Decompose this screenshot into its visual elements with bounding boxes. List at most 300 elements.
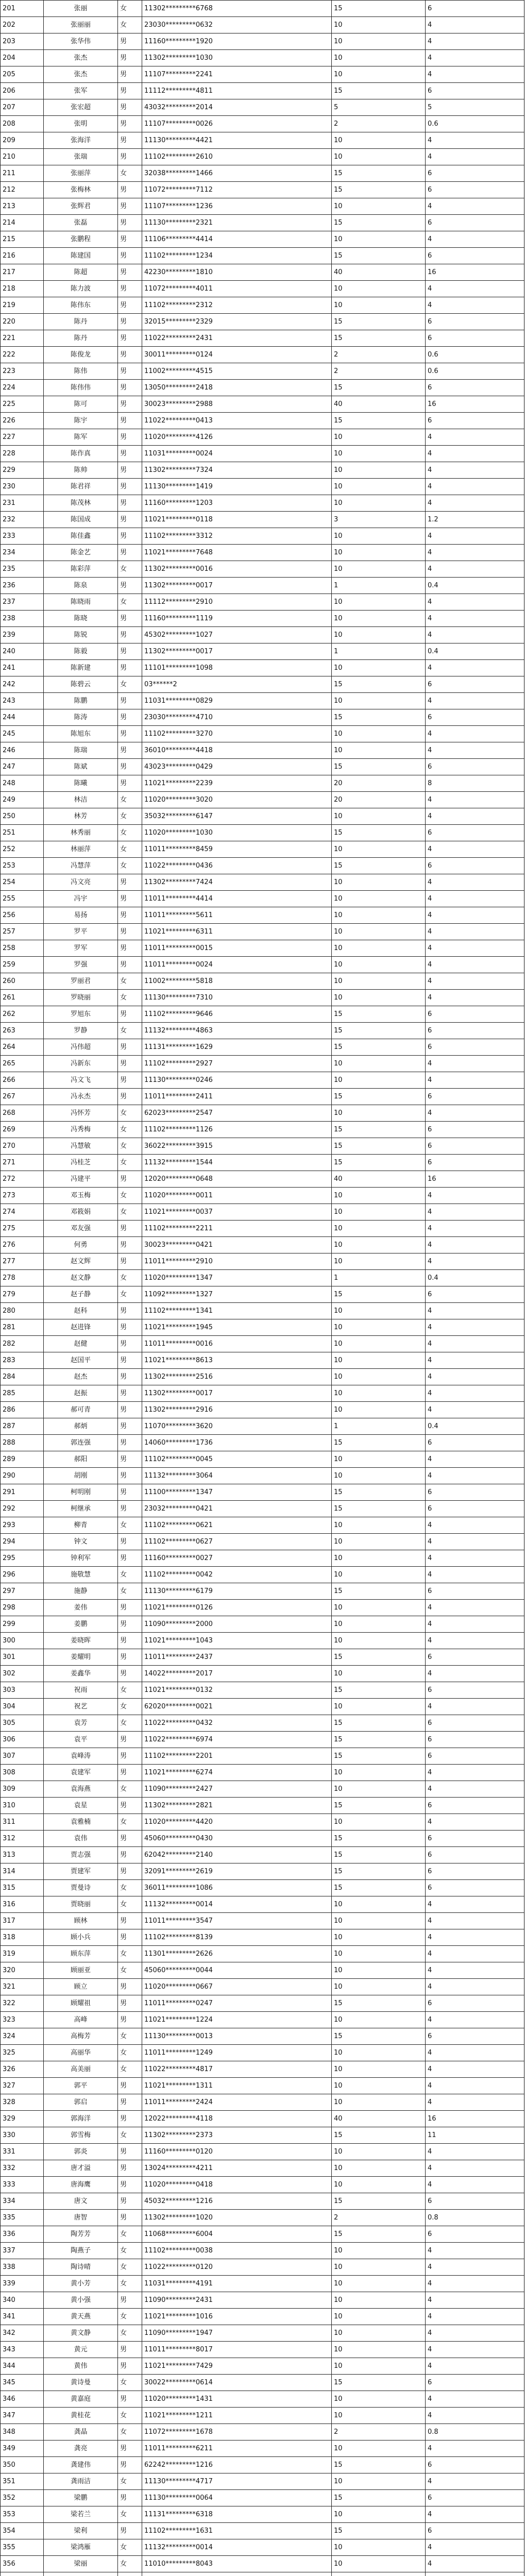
amount-a-cell: 10 <box>332 231 426 248</box>
row-number-cell: 271 <box>1 1155 44 1171</box>
sex-cell: 女 <box>118 2127 142 2144</box>
amount-a-cell: 10 <box>332 1929 426 1946</box>
amount-b-cell: 4 <box>426 2012 524 2028</box>
name-cell: 冯伟超 <box>44 1039 118 1056</box>
id-number-cell: 11011*********0016 <box>142 1336 332 1352</box>
amount-a-cell: 15 <box>332 1039 426 1056</box>
amount-b-cell: 4 <box>426 149 524 165</box>
name-cell: 钟文 <box>44 1534 118 1550</box>
sex-cell: 男 <box>118 2391 142 2408</box>
amount-b-cell: 4 <box>426 1814 524 1831</box>
table-row <box>1 1006 524 1023</box>
name-cell: 张杰 <box>44 50 118 66</box>
row-number-cell: 279 <box>1 1286 44 1303</box>
amount-a-cell: 15 <box>332 83 426 99</box>
id-number-cell: 11072*********4011 <box>142 281 332 297</box>
amount-a-cell: 10 <box>332 874 426 891</box>
id-number-cell: 11301*********2626 <box>142 1946 332 1962</box>
row-number-cell: 349 <box>1 2441 44 2457</box>
id-number-cell: 11002*********5818 <box>142 973 332 990</box>
id-number-cell: 12020*********0648 <box>142 1171 332 1188</box>
name-cell: 赵健 <box>44 1336 118 1352</box>
sex-cell: 男 <box>118 1929 142 1946</box>
amount-b-cell: 4 <box>426 1633 524 1649</box>
id-number-cell: 11102*********2610 <box>142 149 332 165</box>
amount-b-cell: 4 <box>426 2556 524 2572</box>
name-cell: 陶芳芳 <box>44 2226 118 2243</box>
amount-b-cell: 4 <box>426 2243 524 2259</box>
id-number-cell: 11011*********0247 <box>142 1995 332 2012</box>
row-number-cell: 284 <box>1 1369 44 1385</box>
amount-a-cell: 10 <box>332 808 426 825</box>
id-number-cell: 11160*********1203 <box>142 495 332 512</box>
sex-cell: 女 <box>118 165 142 182</box>
name-cell: 袁雅楠 <box>44 1814 118 1831</box>
table-row <box>1 545 524 561</box>
amount-a-cell: 10 <box>332 1402 426 1418</box>
amount-b-cell: 4 <box>426 2473 524 2490</box>
id-number-cell: 11107*********2241 <box>142 66 332 83</box>
table-row <box>1 1567 524 1583</box>
name-cell: 郭平 <box>44 2078 118 2094</box>
amount-b-cell: 0.4 <box>426 1418 524 1435</box>
amount-a-cell: 10 <box>332 2012 426 2028</box>
row-number-cell: 250 <box>1 808 44 825</box>
table-row <box>1 792 524 808</box>
table-row <box>1 1732 524 1748</box>
amount-b-cell: 6 <box>426 2193 524 2210</box>
name-cell: 顾林 <box>44 1913 118 1929</box>
amount-b-cell: 4 <box>426 627 524 643</box>
amount-a-cell: 10 <box>332 2292 426 2309</box>
amount-b-cell: 4 <box>426 50 524 66</box>
id-number-cell: 42230*********1810 <box>142 264 332 281</box>
amount-a-cell: 10 <box>332 1352 426 1369</box>
id-number-cell: 11021*********1016 <box>142 2309 332 2325</box>
table-row <box>1 363 524 380</box>
row-number-cell: 251 <box>1 825 44 841</box>
sex-cell: 男 <box>118 182 142 198</box>
amount-b-cell: 4 <box>426 1336 524 1352</box>
row-number-cell: 229 <box>1 462 44 479</box>
name-cell: 胡刚 <box>44 1468 118 1484</box>
name-cell: 张丽丽 <box>44 17 118 33</box>
row-number-cell: 262 <box>1 1006 44 1023</box>
sex-cell: 男 <box>118 693 142 709</box>
row-number-cell: 319 <box>1 1946 44 1962</box>
name-cell: 梁利 <box>44 2523 118 2539</box>
table-row <box>1 874 524 891</box>
sex-cell: 女 <box>118 1781 142 1798</box>
row-number-cell: 249 <box>1 792 44 808</box>
sex-cell: 男 <box>118 1995 142 2012</box>
table-row <box>1 1039 524 1056</box>
name-cell: 黄诗曼 <box>44 2375 118 2391</box>
amount-a-cell: 10 <box>332 1072 426 1089</box>
amount-a-cell: 10 <box>332 1962 426 1979</box>
row-number-cell: 231 <box>1 495 44 512</box>
name-cell: 邓筱娟 <box>44 1204 118 1221</box>
table-row <box>1 2572 524 2576</box>
amount-a-cell: 10 <box>332 1699 426 1715</box>
id-number-cell: 11021*********1945 <box>142 1319 332 1336</box>
id-number-cell: 11022*********0432 <box>142 1715 332 1732</box>
id-number-cell: 11011*********6211 <box>142 2441 332 2457</box>
name-cell: 郭连强 <box>44 1435 118 1451</box>
name-cell: 赵文辉 <box>44 1253 118 1270</box>
table-row <box>1 462 524 479</box>
amount-a-cell: 10 <box>332 149 426 165</box>
sex-cell: 男 <box>118 1831 142 1847</box>
name-cell: 柯明刚 <box>44 1484 118 1501</box>
row-number-cell: 285 <box>1 1385 44 1402</box>
table-row <box>1 561 524 578</box>
amount-b-cell: 4 <box>426 2259 524 2276</box>
id-number-cell: 11022*********4817 <box>142 2061 332 2078</box>
name-cell: 罗军 <box>44 940 118 957</box>
table-row <box>1 1501 524 1517</box>
amount-b-cell: 4 <box>426 2539 524 2556</box>
row-number-cell: 295 <box>1 1550 44 1567</box>
id-number-cell: 11102*********2927 <box>142 1056 332 1072</box>
row-number-cell: 278 <box>1 1270 44 1286</box>
row-number-cell: 341 <box>1 2309 44 2325</box>
name-cell: 郭雪梅 <box>44 2127 118 2144</box>
id-number-cell: 32038*********1466 <box>142 165 332 182</box>
amount-a-cell: 10 <box>332 1221 426 1237</box>
amount-a-cell: 10 <box>332 545 426 561</box>
table-row <box>1 957 524 973</box>
row-number-cell: 204 <box>1 50 44 66</box>
table-row <box>1 1814 524 1831</box>
sex-cell: 女 <box>118 1286 142 1303</box>
name-cell: 林丽萍 <box>44 841 118 858</box>
amount-a-cell: 10 <box>332 2144 426 2160</box>
row-number-cell: 290 <box>1 1468 44 1484</box>
table-row <box>1 1682 524 1699</box>
table-row <box>1 2177 524 2193</box>
amount-b-cell: 4 <box>426 940 524 957</box>
row-number-cell: 223 <box>1 363 44 380</box>
amount-b-cell: 6 <box>426 1649 524 1666</box>
name-cell: 顾东萍 <box>44 1946 118 1962</box>
table-row <box>1 1369 524 1385</box>
row-number-cell: 218 <box>1 281 44 297</box>
name-cell: 钟利军 <box>44 1550 118 1567</box>
amount-a-cell: 1 <box>332 578 426 594</box>
row-number-cell: 305 <box>1 1715 44 1732</box>
name-cell: 冯秀梅 <box>44 1122 118 1138</box>
amount-a-cell: 40 <box>332 1171 426 1188</box>
table-row <box>1 1913 524 1929</box>
amount-b-cell: 4 <box>426 1253 524 1270</box>
name-cell: 唐文 <box>44 2193 118 2210</box>
amount-b-cell: 1.2 <box>426 512 524 528</box>
sex-cell: 女 <box>118 2276 142 2292</box>
table-row <box>1 1798 524 1814</box>
amount-a-cell: 10 <box>332 561 426 578</box>
id-number-cell: 11010*********8043 <box>142 2556 332 2572</box>
amount-a-cell: 15 <box>332 1798 426 1814</box>
amount-a-cell: 10 <box>332 1781 426 1798</box>
amount-a-cell: 10 <box>332 429 426 446</box>
name-cell: 姜耀明 <box>44 1649 118 1666</box>
row-number-cell: 296 <box>1 1567 44 1583</box>
amount-a-cell: 10 <box>332 891 426 907</box>
row-number-cell: 255 <box>1 891 44 907</box>
id-number-cell: 30023*********0421 <box>142 1237 332 1253</box>
amount-a-cell: 10 <box>332 1616 426 1633</box>
name-cell: 陈伟东 <box>44 297 118 314</box>
row-number-cell: 258 <box>1 940 44 957</box>
amount-b-cell: 4 <box>426 2061 524 2078</box>
amount-b-cell: 4 <box>426 2342 524 2358</box>
amount-b-cell: 4 <box>426 1072 524 1089</box>
id-number-cell: 11106*********4414 <box>142 231 332 248</box>
name-cell: 施敬慧 <box>44 1567 118 1583</box>
id-number-cell: 11102*********0627 <box>142 1534 332 1550</box>
table-row <box>1 2028 524 2045</box>
amount-b-cell: 4 <box>426 1352 524 1369</box>
amount-b-cell: 4 <box>426 1567 524 1583</box>
sex-cell: 女 <box>118 2506 142 2523</box>
amount-b-cell: 4 <box>426 1221 524 1237</box>
row-number-cell: 309 <box>1 1781 44 1798</box>
amount-b-cell: 6 <box>426 380 524 396</box>
row-number-cell: 292 <box>1 1501 44 1517</box>
row-number-cell: 342 <box>1 2325 44 2342</box>
row-number-cell: 334 <box>1 2193 44 2210</box>
sex-cell: 女 <box>118 1567 142 1583</box>
id-number-cell: 11101*********1098 <box>142 660 332 676</box>
amount-b-cell: 6 <box>426 1286 524 1303</box>
amount-b-cell: 4 <box>426 297 524 314</box>
table-row <box>1 1270 524 1286</box>
row-number-cell: 239 <box>1 627 44 643</box>
sex-cell: 男 <box>118 742 142 759</box>
amount-a-cell: 15 <box>332 2523 426 2539</box>
table-row <box>1 1 524 17</box>
table-row <box>1 281 524 297</box>
row-number-cell: 228 <box>1 446 44 462</box>
name-cell: 冯慧萍 <box>44 858 118 874</box>
amount-b-cell: 4 <box>426 2045 524 2061</box>
table-row <box>1 1023 524 1039</box>
id-number-cell: 11022*********0413 <box>142 413 332 429</box>
sex-cell: 男 <box>118 627 142 643</box>
row-number-cell: 333 <box>1 2177 44 2193</box>
table-row <box>1 973 524 990</box>
table-row <box>1 215 524 231</box>
name-cell: 黄嘉庭 <box>44 2391 118 2408</box>
sex-cell: 男 <box>118 347 142 363</box>
sex-cell: 男 <box>118 1089 142 1105</box>
amount-a-cell: 15 <box>332 330 426 347</box>
amount-a-cell: 10 <box>332 1451 426 1468</box>
row-number-cell: 261 <box>1 990 44 1006</box>
sex-cell: 女 <box>118 561 142 578</box>
name-cell: 张瑞 <box>44 149 118 165</box>
amount-a-cell: 5 <box>332 99 426 116</box>
row-number-cell: 267 <box>1 1089 44 1105</box>
id-number-cell: 11107*********1236 <box>142 198 332 215</box>
amount-b-cell: 4 <box>426 528 524 545</box>
amount-b-cell: 4 <box>426 429 524 446</box>
id-number-cell: 11130*********4717 <box>142 2473 332 2490</box>
name-cell: 赵文静 <box>44 1270 118 1286</box>
table-row <box>1 1237 524 1253</box>
amount-a-cell: 10 <box>332 1188 426 1204</box>
table-row <box>1 248 524 264</box>
name-cell: 张军 <box>44 83 118 99</box>
amount-b-cell: 6 <box>426 2028 524 2045</box>
row-number-cell: 291 <box>1 1484 44 1501</box>
table-row <box>1 2375 524 2391</box>
row-number-cell: 343 <box>1 2342 44 2358</box>
id-number-cell: 11021*********2239 <box>142 775 332 792</box>
sex-cell: 男 <box>118 759 142 775</box>
amount-b-cell <box>426 2572 524 2576</box>
amount-a-cell: 10 <box>332 2309 426 2325</box>
name-cell: 黄小芳 <box>44 2276 118 2292</box>
amount-b-cell: 4 <box>426 1550 524 1567</box>
sex-cell: 女 <box>118 1155 142 1171</box>
sex-cell: 女 <box>118 1188 142 1204</box>
name-cell: 陈丹 <box>44 330 118 347</box>
id-number-cell: 11011*********8459 <box>142 841 332 858</box>
amount-b-cell: 6 <box>426 248 524 264</box>
sex-cell: 男 <box>118 2358 142 2375</box>
amount-b-cell: 6 <box>426 1484 524 1501</box>
sex-cell: 男 <box>118 396 142 413</box>
name-cell: 罗晓丽 <box>44 990 118 1006</box>
id-number-cell: 11132*********0014 <box>142 2539 332 2556</box>
sex-cell: 男 <box>118 1765 142 1781</box>
row-number-cell: 232 <box>1 512 44 528</box>
sex-cell: 男 <box>118 1863 142 1880</box>
amount-b-cell: 4 <box>426 693 524 709</box>
table-row <box>1 1468 524 1484</box>
amount-b-cell: 4 <box>426 1385 524 1402</box>
row-number-cell: 280 <box>1 1303 44 1319</box>
amount-a-cell: 1 <box>332 1270 426 1286</box>
amount-a-cell: 10 <box>332 1567 426 1583</box>
table-row <box>1 1484 524 1501</box>
row-number-cell: 260 <box>1 973 44 990</box>
row-number-cell: 265 <box>1 1056 44 1072</box>
id-number-cell: 11160*********0120 <box>142 2144 332 2160</box>
id-number-cell: 11021*********0118 <box>142 512 332 528</box>
row-number-cell: 219 <box>1 297 44 314</box>
row-number-cell: 337 <box>1 2243 44 2259</box>
name-cell: 郝可青 <box>44 1402 118 1418</box>
id-number-cell: 11302*********0017 <box>142 1385 332 1402</box>
sex-cell: 男 <box>118 2193 142 2210</box>
name-cell: 姜晓晖 <box>44 1633 118 1649</box>
name-cell: 陈泉 <box>44 578 118 594</box>
row-number-cell: 243 <box>1 693 44 709</box>
row-number-cell: 216 <box>1 248 44 264</box>
name-cell: 罗旭东 <box>44 1006 118 1023</box>
amount-b-cell: 0.4 <box>426 643 524 660</box>
table-row <box>1 808 524 825</box>
id-number-cell: 13024*********4211 <box>142 2160 332 2177</box>
table-row <box>1 643 524 660</box>
amount-b-cell: 6 <box>426 825 524 841</box>
table-row <box>1 2210 524 2226</box>
table-row <box>1 297 524 314</box>
amount-a-cell: 10 <box>332 1534 426 1550</box>
row-number-cell: 244 <box>1 709 44 726</box>
table-row <box>1 1534 524 1550</box>
amount-b-cell: 6 <box>426 1847 524 1863</box>
table-row <box>1 264 524 281</box>
row-number-cell: 328 <box>1 2094 44 2111</box>
table-row <box>1 528 524 545</box>
amount-a-cell: 15 <box>332 1286 426 1303</box>
row-number-cell: 331 <box>1 2144 44 2160</box>
sex-cell: 女 <box>118 792 142 808</box>
amount-b-cell: 8 <box>426 775 524 792</box>
name-cell: 陈超 <box>44 264 118 281</box>
name-cell: 陈建国 <box>44 248 118 264</box>
amount-b-cell: 4 <box>426 594 524 611</box>
id-number-cell: 11011*********2437 <box>142 1649 332 1666</box>
table-row <box>1 1649 524 1666</box>
id-number-cell: 11102*********2211 <box>142 1221 332 1237</box>
row-number-cell: 217 <box>1 264 44 281</box>
row-number-cell: 321 <box>1 1979 44 1995</box>
name-cell: 冯慧敏 <box>44 1138 118 1155</box>
row-number-cell: 339 <box>1 2276 44 2292</box>
id-number-cell: 11020*********0667 <box>142 1979 332 1995</box>
amount-a-cell: 10 <box>332 1517 426 1534</box>
amount-a-cell: 10 <box>332 66 426 83</box>
amount-a-cell: 10 <box>332 495 426 512</box>
id-number-cell: 11021*********0126 <box>142 1600 332 1616</box>
row-number-cell: 252 <box>1 841 44 858</box>
row-number-cell: 356 <box>1 2556 44 2572</box>
amount-b-cell: 0.6 <box>426 363 524 380</box>
sex-cell: 女 <box>118 2375 142 2391</box>
sex-cell: 男 <box>118 2457 142 2473</box>
id-number-cell: 03******2 <box>142 676 332 693</box>
name-cell: 罗丽君 <box>44 973 118 990</box>
amount-b-cell: 6 <box>426 1583 524 1600</box>
amount-a-cell: 10 <box>332 1253 426 1270</box>
table-row <box>1 1715 524 1732</box>
amount-a-cell: 10 <box>332 2243 426 2259</box>
amount-a-cell: 10 <box>332 1336 426 1352</box>
name-cell: 郝阳 <box>44 1451 118 1468</box>
amount-a-cell: 15 <box>332 759 426 775</box>
table-row <box>1 1550 524 1567</box>
row-number-cell: 230 <box>1 479 44 495</box>
amount-a-cell: 1 <box>332 643 426 660</box>
id-number-cell: 11021*********1224 <box>142 2012 332 2028</box>
name-cell: 冯文亮 <box>44 874 118 891</box>
sex-cell: 男 <box>118 709 142 726</box>
sex-cell: 男 <box>118 2441 142 2457</box>
sex-cell: 男 <box>118 314 142 330</box>
sex-cell: 男 <box>118 429 142 446</box>
name-cell: 郭炎 <box>44 2144 118 2160</box>
amount-a-cell: 15 <box>332 1484 426 1501</box>
name-cell: 陈晓雨 <box>44 594 118 611</box>
sex-cell: 男 <box>118 512 142 528</box>
name-cell: 高丽华 <box>44 2045 118 2061</box>
name-cell: 陶诗晴 <box>44 2259 118 2276</box>
